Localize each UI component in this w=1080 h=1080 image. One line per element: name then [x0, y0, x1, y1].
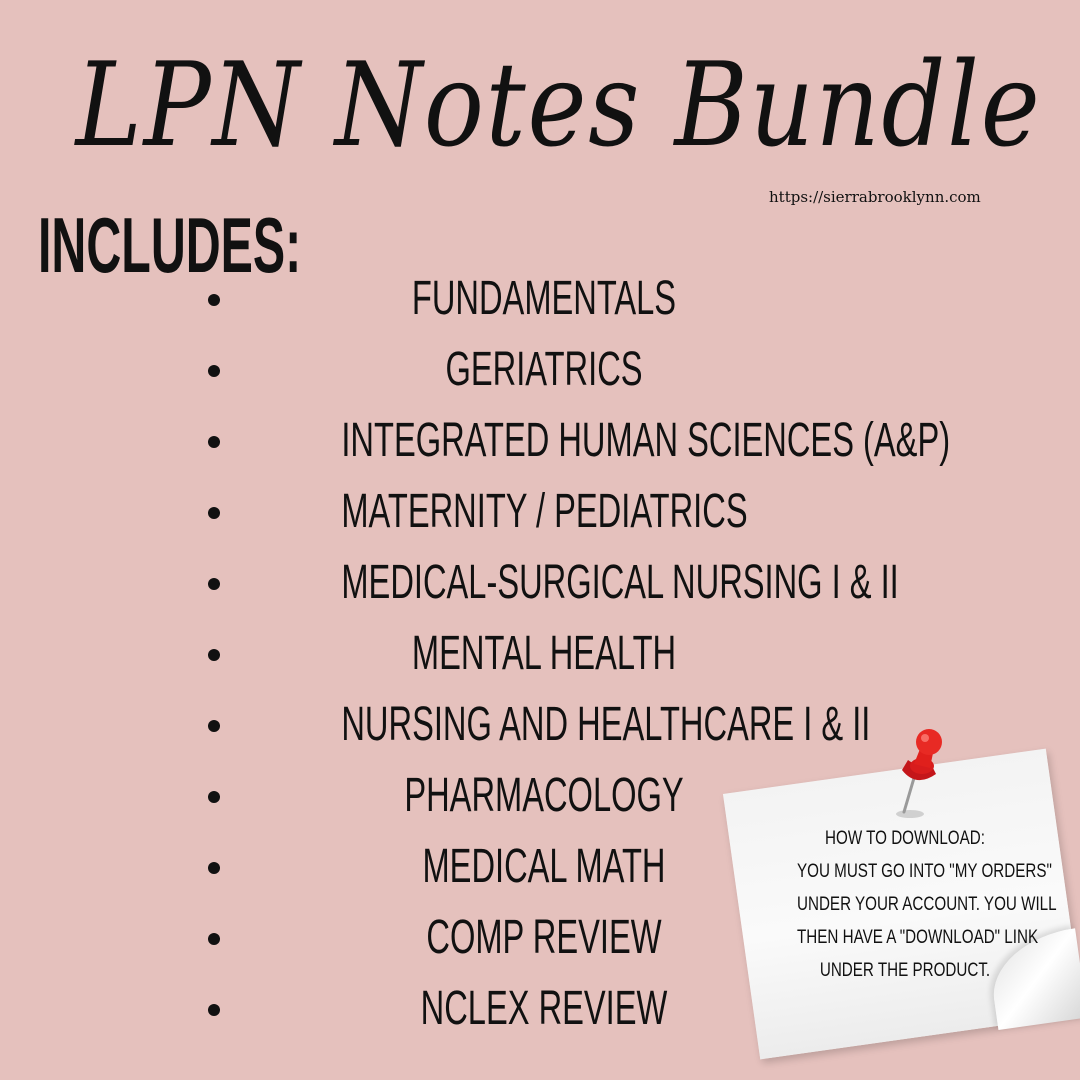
list-item	[0, 269, 1080, 329]
page-title: LPN Notes Bundle	[75, 38, 1042, 173]
instructions-heading: HOW TO DOWNLOAD:	[825, 828, 985, 849]
list-item-label: COMP REVIEW	[426, 911, 662, 964]
list-item	[0, 553, 1080, 613]
list-item-label: MENTAL HEALTH	[411, 627, 677, 680]
bullet-icon	[208, 933, 220, 945]
list-item-label: MATERNITY / PEDIATRICS	[341, 485, 748, 538]
bullet-icon	[208, 365, 220, 377]
list-item-label: FUNDAMENTALS	[411, 272, 677, 325]
instructions-line: UNDER THE PRODUCT.	[819, 960, 991, 981]
list-item-label: GERIATRICS	[445, 343, 643, 396]
download-instructions	[770, 822, 1057, 987]
list-item-label: MEDICAL-SURGICAL NURSING I & II	[341, 556, 899, 609]
instructions-line: UNDER YOUR ACCOUNT. YOU WILL	[797, 894, 1057, 915]
list-item	[0, 411, 1080, 471]
list-item-label: NCLEX REVIEW	[420, 982, 668, 1035]
list-item	[0, 340, 1080, 400]
list-item-label: MEDICAL MATH	[422, 840, 666, 893]
bullet-icon	[208, 649, 220, 661]
bullet-icon	[208, 436, 220, 448]
list-item	[0, 624, 1080, 684]
bullet-icon	[208, 720, 220, 732]
includes-heading: INCLUDES:	[38, 201, 302, 289]
instructions-line: YOU MUST GO INTO "MY ORDERS"	[797, 861, 1052, 882]
bullet-icon	[208, 507, 220, 519]
website-url: https://sierrabrooklynn.com	[769, 188, 981, 206]
bullet-icon	[208, 578, 220, 590]
bullet-icon	[208, 862, 220, 874]
bullet-icon	[208, 791, 220, 803]
list-item-label: NURSING AND HEALTHCARE I & II	[341, 698, 871, 751]
instructions-line: THEN HAVE A "DOWNLOAD" LINK	[797, 927, 1039, 948]
push-pin-icon	[880, 726, 960, 822]
list-item	[0, 482, 1080, 542]
bullet-icon	[208, 1004, 220, 1016]
list-item-label: PHARMACOLOGY	[404, 769, 684, 822]
bullet-icon	[208, 294, 220, 306]
list-item-label: INTEGRATED HUMAN SCIENCES (A&P)	[341, 414, 951, 467]
